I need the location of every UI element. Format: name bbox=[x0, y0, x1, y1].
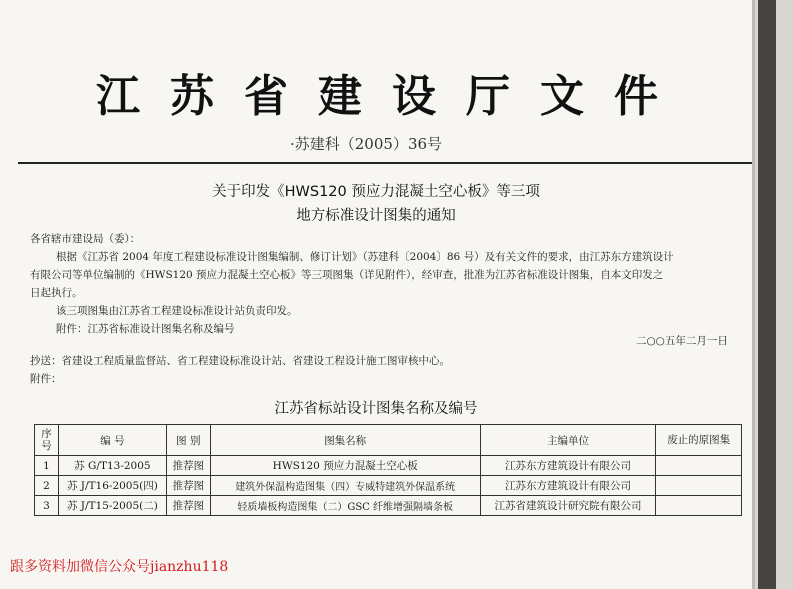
page-edge-shadow bbox=[752, 0, 755, 589]
paragraph-2: 该三项图集由江苏省工程建设标准设计站负责印发。 bbox=[56, 305, 298, 317]
issue-date: 二○○五年二月一日 bbox=[636, 335, 728, 347]
row-name: 轻质墙板构造图集（二）GSC 纤维增强隔墙条板 bbox=[210, 496, 480, 516]
row-name: 建筑外保温构造图集（四）专威特建筑外保温系统 bbox=[210, 476, 480, 496]
paragraph-3: 附件：江苏省标准设计图集名称及编号 bbox=[56, 323, 235, 335]
table-header-row bbox=[35, 425, 742, 456]
header-seq: 序号 bbox=[35, 425, 59, 456]
row-category: 推荐图 bbox=[166, 456, 210, 476]
document-title: 江苏省建设厅文件 bbox=[96, 71, 688, 122]
attachment-label: 附件： bbox=[30, 373, 62, 385]
row-category: 推荐图 bbox=[166, 476, 210, 496]
table-row bbox=[35, 456, 742, 476]
row-unit: 江苏省建筑设计研究院有限公司 bbox=[480, 496, 656, 516]
table-row bbox=[35, 476, 742, 496]
paragraph-1-line-3: 日起执行。 bbox=[30, 287, 83, 299]
row-seq: 2 bbox=[35, 476, 59, 496]
subject-line-2: 地方标准设计图集的通知 bbox=[296, 208, 456, 224]
header-unit: 主编单位 bbox=[480, 425, 656, 456]
row-unit: 江苏东方建筑设计有限公司 bbox=[480, 456, 656, 476]
scan-edge bbox=[752, 0, 793, 589]
row-seq: 1 bbox=[35, 456, 59, 476]
annex-table bbox=[34, 424, 742, 516]
row-seq: 3 bbox=[35, 496, 59, 516]
row-replaced bbox=[656, 456, 742, 476]
header-divider bbox=[18, 162, 752, 164]
row-replaced bbox=[656, 496, 742, 516]
table-row bbox=[35, 496, 742, 516]
salutation: 各省辖市建设局（委）： bbox=[30, 233, 141, 245]
row-replaced bbox=[656, 476, 742, 496]
row-unit: 江苏东方建筑设计有限公司 bbox=[480, 476, 656, 496]
row-code: 苏 G/T13-2005 bbox=[58, 456, 166, 476]
row-name: HWS120 预应力混凝土空心板 bbox=[210, 456, 480, 476]
subject-line-1: 关于印发《HWS120 预应力混凝土空心板》等三项 bbox=[212, 184, 540, 200]
scan-dark-strip bbox=[758, 0, 776, 589]
header-name: 图集名称 bbox=[210, 425, 480, 456]
row-code: 苏 J/T16-2005(四) bbox=[58, 476, 166, 496]
cc-line: 抄送：省建设工程质量监督站、省工程建设标准设计站、省建设工程设计施工图审核中心。 bbox=[30, 355, 450, 367]
header-code: 编 号 bbox=[58, 425, 166, 456]
header-replaced: 废止的原图集 bbox=[656, 425, 742, 456]
footer-note: 跟多资料加微信公众号jianzhu118 bbox=[10, 559, 229, 575]
row-code: 苏 J/T15-2005(二) bbox=[58, 496, 166, 516]
row-category: 推荐图 bbox=[166, 496, 210, 516]
header-category: 图 别 bbox=[166, 425, 210, 456]
paragraph-1-line-2: 有限公司等单位编制的《HWS120 预应力混凝土空心板》等三项图集（详见附件），经审查，批准为江苏省标准设计图集，自本文印发之 bbox=[30, 269, 664, 281]
annex-title: 江苏省标站设计图集名称及编号 bbox=[274, 401, 478, 417]
document-number: ·苏建科（2005）36号 bbox=[290, 135, 443, 153]
paragraph-1-line-1: 根据《江苏省 2004 年度工程建设标准设计图集编制、修订计划》（苏建科〔2004〕86 号）及有关文件的要求，由江苏东方建筑设计 bbox=[56, 251, 674, 263]
